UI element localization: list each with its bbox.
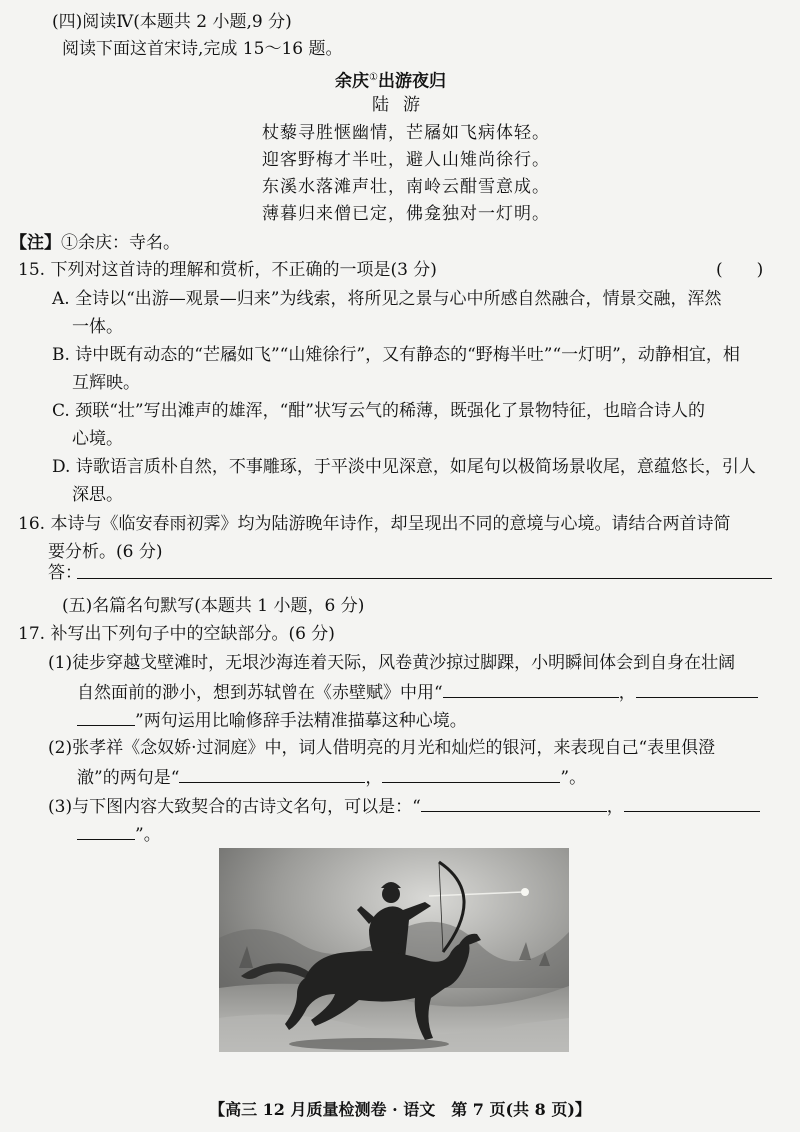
q17-part3-sep: ， — [606, 797, 624, 817]
section5-heading: (五)名篇名句默写(本题共 1 小题，6 分) — [62, 596, 365, 616]
q15-option-c: C. 颈联“壮”写出滩声的雄浑，“酣”状写云气的稀薄，既强化了景物特征，也暗合诗人的 — [52, 401, 705, 421]
poem-line: 杖藜寻胜惬幽情，芒屩如飞病体轻。 — [262, 123, 550, 143]
q17-part2: (2)张孝祥《念奴娇·过洞庭》中，词人借明亮的月光和灿烂的银河，来表现自己“表里俱澄 — [48, 738, 716, 758]
horse-archer-illustration — [219, 848, 569, 1052]
poem-title-note-mark: ① — [369, 72, 378, 83]
poem-line: 迎客野梅才半吐，避人山雉尚徐行。 — [262, 150, 550, 170]
q17-part2-tail: ”。 — [560, 768, 587, 788]
q17-part2-blank-1[interactable] — [179, 764, 365, 783]
q15-option-b: B. 诗中既有动态的“芒屩如飞”“山雉徐行”，又有静态的“野梅半吐”“一灯明”，动静相宜，相 — [52, 345, 740, 365]
poem-title-part-b: 出游夜归 — [377, 71, 446, 92]
q16-answer-label: 答： — [48, 563, 82, 583]
poem-note — [10, 231, 180, 255]
q17-part3-blank-1[interactable] — [421, 793, 607, 812]
q17-part1-text: 自然面前的渺小，想到苏轼曾在《赤壁赋》中用“ — [77, 683, 443, 703]
q17-part2-text: 澈”的两句是“ — [77, 768, 180, 788]
q15-option-d-cont: 深思。 — [72, 485, 123, 505]
q17-part1-tail: ”两句运用比喻修辞手法精准描摹这种心境。 — [135, 711, 467, 731]
q15-option-b-cont: 互辉映。 — [72, 373, 140, 393]
section4-intro: 阅读下面这首宋诗,完成 15～16 题。 — [62, 39, 343, 59]
poem-title-part-a: 余庆 — [335, 71, 369, 92]
poem-line: 东溪水落滩声壮，南岭云酣雪意成。 — [262, 177, 550, 197]
q16-answer-line[interactable] — [77, 578, 772, 579]
q17-part2-blank-2[interactable] — [382, 764, 560, 783]
q17-part1-blank-2[interactable] — [636, 679, 758, 698]
q15-option-a: A. 全诗以“出游—观景—归来”为线索，将所见之景与心中所感自然融合，情景交融，浑然 — [52, 289, 722, 309]
poem-note-label: 【注】 — [10, 233, 61, 253]
q17-part1-cont — [77, 679, 758, 705]
q15-option-d: D. 诗歌语言质朴自然，不事雕琢，于平淡中见深意，如尾句以极简场景收尾，意蕴悠长，引人 — [52, 457, 756, 477]
q17-part1-end — [77, 707, 467, 733]
q15-option-c-cont: 心境。 — [72, 429, 123, 449]
q15-answer-bracket[interactable]: ( ) — [716, 260, 764, 280]
poem-note-text: ①余庆：寺名。 — [61, 233, 180, 253]
poem-title — [335, 66, 446, 94]
q17-part3-end — [77, 821, 161, 847]
q15-stem: 15. 下列对这首诗的理解和赏析，不正确的一项是(3 分) — [18, 260, 437, 280]
q16-stem: 16. 本诗与《临安春雨初霁》均为陆游晚年诗作，却呈现出不同的意境与心境。请结合两首诗简 — [18, 514, 731, 534]
q17-part3-text: (3)与下图内容大致契合的古诗文名句，可以是：“ — [48, 797, 421, 817]
q17-part3-tail: ”。 — [135, 825, 161, 845]
q17-stem: 17. 补写出下列句子中的空缺部分。(6 分) — [18, 624, 335, 644]
q17-part3 — [48, 793, 760, 819]
page-footer: 【高三 12 月质量检测卷 · 语文 第 7 页(共 8 页)】 — [209, 1100, 591, 1119]
poem-author: 陆游 — [372, 95, 434, 115]
q17-part3-blank-2-cont[interactable] — [77, 821, 135, 840]
q17-part3-blank-2[interactable] — [624, 793, 760, 812]
q15-option-a-cont: 一体。 — [72, 317, 123, 337]
q17-part1-sep: ， — [618, 683, 636, 703]
q17-part1-blank-1[interactable] — [443, 679, 619, 698]
q17-part1-blank-2-cont[interactable] — [77, 707, 135, 726]
horse-archer-image — [219, 848, 569, 1052]
q17-part2-sep: ， — [365, 768, 383, 788]
poem-line: 薄暮归来僧已定，佛龛独对一灯明。 — [262, 204, 550, 224]
section4-heading: (四)阅读Ⅳ(本题共 2 小题,9 分) — [52, 12, 292, 32]
q16-stem-cont: 要分析。(6 分) — [48, 542, 163, 562]
q17-part1: (1)徒步穿越戈壁滩时，无垠沙海连着天际，风卷黄沙掠过脚踝，小明瞬间体会到自身在壮阔 — [48, 653, 736, 673]
q17-part2-cont — [77, 764, 586, 790]
